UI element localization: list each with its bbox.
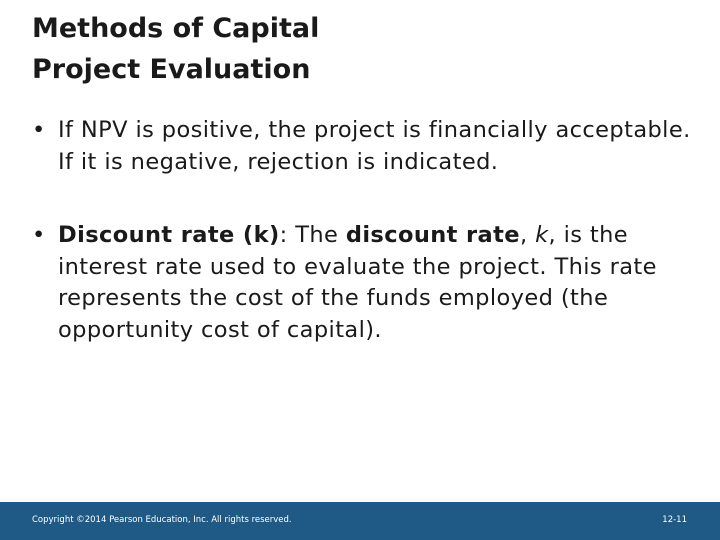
discount-rate-term: Discount rate (k): [58, 222, 280, 248]
footer-bar: [0, 502, 720, 540]
bullet-marker: •: [32, 222, 46, 248]
bullet-discount-rate: [32, 220, 692, 346]
bullet-npv-rule: [32, 115, 692, 178]
slide-title: [32, 8, 692, 90]
slide-title-line-1: Methods of Capital: [32, 13, 320, 44]
discount-rate-definition: , is the interest rate used to evaluate the project. This rate represents the cost of the funds employed (the opportunity cost of capital).: [58, 222, 657, 343]
slide-number: 12-11: [662, 515, 687, 525]
discount-rate-term-inline: discount rate: [345, 222, 520, 248]
bullet-marker: •: [32, 117, 46, 143]
slide-title-line-2: Project Evaluation: [32, 54, 311, 85]
bullet-list: [32, 115, 692, 346]
discount-rate-connector: : The: [279, 222, 346, 248]
discount-rate-variable: k: [535, 222, 549, 248]
discount-rate-comma: ,: [519, 222, 536, 248]
copyright-notice: Copyright ©2014 Pearson Education, Inc. All rights reserved.: [32, 515, 292, 525]
bullet-npv-text: If NPV is positive, the project is financially acceptable. If it is negative, rejection is indicated.: [58, 117, 691, 175]
